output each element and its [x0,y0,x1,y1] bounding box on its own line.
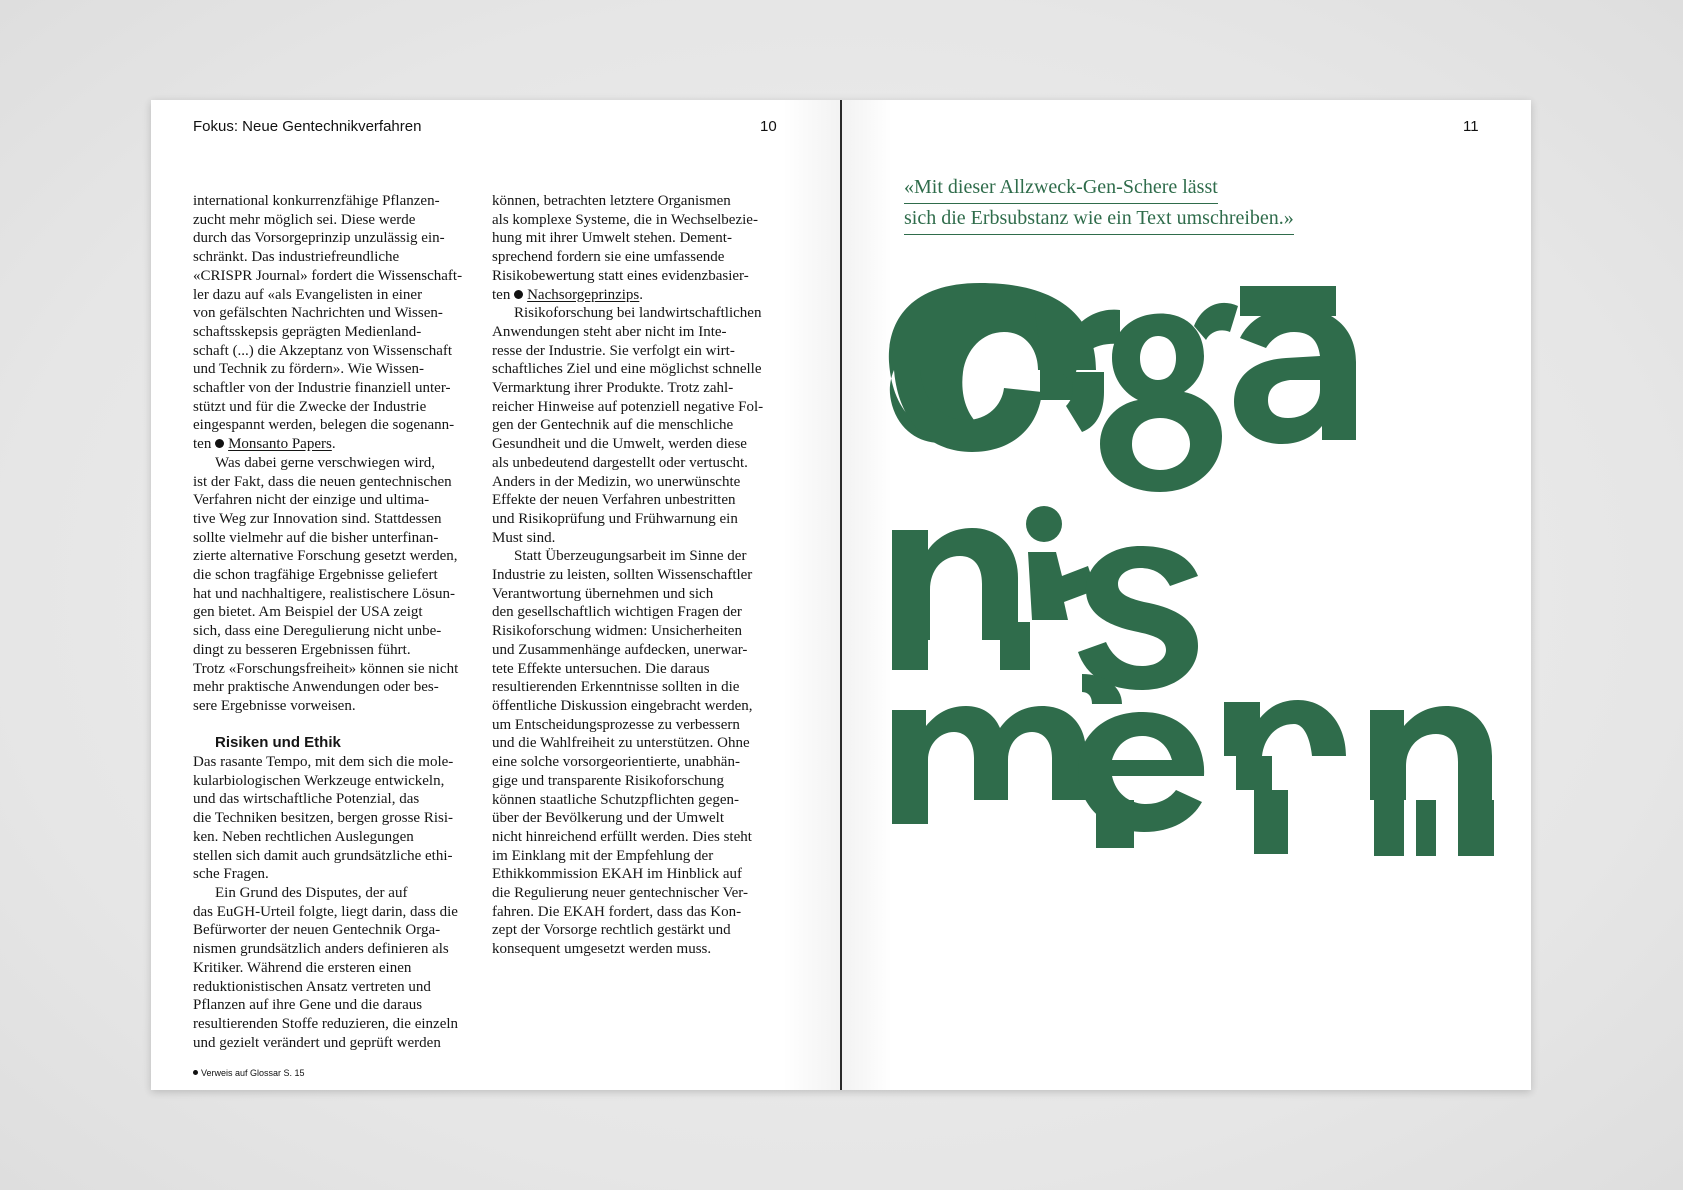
text-line: zucht mehr möglich sei. Diese werde [193,211,416,228]
text-column-2 [492,192,782,959]
paragraph-gap [193,716,483,735]
text-line-suffix: . [331,436,336,453]
glossary-bullet-icon [514,290,523,299]
text-line: um Entscheidungsprozesse zu verbessern [492,716,740,733]
text-line: kularbiologischen Werkzeuge entwickeln, [193,772,445,789]
text-line: können, betrachten letztere Organismen [492,193,731,209]
text-line: die schon tragfähige Ergebnisse geliefert [193,567,438,584]
text-line: hat und nachhaltigere, realistischere Lösun- [193,585,455,602]
quote-line-1: «Mit dieser Allzweck-Gen-Schere lässt [904,176,1218,204]
text-line: hung mit ihrer Umwelt stehen. Dement- [492,230,732,247]
text-line: schaftsskepsis geprägten Medienland- [193,323,422,340]
text-line: dingt zu besseren Ergebnissen führt. [193,641,411,658]
text-line: Statt Überzeugungsarbeit im Sinne der [514,548,747,565]
text-line: die Techniken besitzen, bergen grosse Risi- [193,810,453,827]
text-line [193,435,483,454]
text-line: zept der Vorsorge rechtlich gestärkt und [492,922,731,939]
running-head: Fokus: Neue Gentechnikverfahren [193,118,422,135]
text-line: Anders in der Medizin, wo unerwünschte [492,473,741,490]
text-line: sprechend fordern sie eine umfassende [492,249,725,266]
text-line: und das wirtschaftliche Potenzial, das [193,791,420,808]
text-line: Ein Grund des Disputes, der auf [215,885,408,901]
text-line: das EuGH-Urteil folgte, liegt darin, dass die [193,903,458,920]
text-line: resse der Industrie. Sie verfolgt ein wirt- [492,342,735,359]
book-spread [151,100,1531,1090]
text-line: und Technik zu fördern». Wie Wissen- [193,361,425,378]
text-line: nicht hinreichend erfüllt werden. Dies steht [492,828,752,845]
text-line: sich, dass eine Deregulierung nicht unbe- [193,623,442,640]
text-line: Industrie zu leisten, sollten Wissenschaftler [492,567,753,584]
text-line: tive Weg zur Innovation sind. Stattdessen [193,510,442,527]
text-line: Effekte der neuen Verfahren unbestritten [492,492,736,509]
text-line: Vermarktung ihrer Produkte. Trotz zahl- [492,380,734,397]
text-line: als komplexe Systeme, die in Wechselbezie- [492,211,758,228]
text-line: eine solche vorsorgeorientierte, unabhän- [492,754,740,771]
text-line: konsequent umgesetzt werden muss. [492,941,712,958]
footnote-text: Verweis auf Glossar S. 15 [201,1068,305,1078]
glyph-g-ear [1194,303,1238,340]
text-line: Gesundheit und die Umwelt, werden diese [492,436,747,453]
book-spine [840,100,842,1090]
glyph-m [892,706,1086,800]
text-line: von gefälschten Nachrichten und Wissen- [193,305,443,322]
text-line: stützt und für die Zwecke der Industrie [193,398,427,415]
glyph-p-foot [1254,790,1288,854]
text-line: gige und transparente Risikoforschung [492,772,725,789]
glyph-n-stem [892,640,928,670]
text-line: mehr praktische Anwendungen oder bes- [193,679,439,696]
glyph-n2-foot-mid [1416,800,1436,856]
text-line: schaft (...) die Akzeptanz von Wissenschaft [193,342,453,359]
text-line: und gezielt verändert und geprüft werden [193,1034,441,1051]
spine-shadow [782,100,842,1090]
text-line: stellen sich damit auch grundsätzliche ethi- [193,847,453,864]
right-page [842,100,1531,1090]
glyph-m-foot [892,800,928,824]
glyph-i-dot [1026,506,1062,542]
text-line: Must sind. [492,529,556,546]
text-line: tete Effekte untersuchen. Die daraus [492,660,710,677]
glyph-a [1234,308,1356,444]
display-typography-organismen [842,100,1531,1090]
text-line: Risikoforschung widmen: Unsicherheiten [492,623,742,640]
text-line: Verfahren nicht der einzige und ultima- [193,492,430,509]
text-line: ken. Neben rechtlichen Auslegungen [193,828,414,845]
glyph-n2-foot-right [1458,800,1494,856]
glyph-g [1100,313,1222,492]
text-line: schränkt. Das industriefreundliche [193,249,400,266]
text-column-1 [193,192,483,1052]
text-line: als unbedeutend dargestellt oder vertuscht. [492,454,748,471]
glyph-i-stroke [1028,552,1096,620]
text-line: sollte vielmehr auf die bisher unterfinan- [193,529,439,546]
text-line [492,286,782,305]
glossary-link[interactable]: Monsanto Papers [228,436,332,453]
text-line: durch das Vorsorgeprinzip unzulässig ein- [193,230,445,247]
text-line: im Einklang mit der Empfehlung der [492,847,714,864]
footnote [193,1068,305,1078]
text-line: Risikobewertung statt eines evidenzbasier- [492,267,749,284]
text-line: Was dabei gerne verschwiegen wird, [215,454,435,471]
text-line: schaftliches Ziel und eine möglichst schnelle [492,361,762,378]
page-number-left: 10 [760,118,777,135]
glyph-a-top-cut [1240,286,1336,316]
quote-line-2: sich die Erbsubstanz wie ein Text umschreiben.» [904,207,1294,235]
text-line: Kritiker. Während die ersteren einen [193,959,412,976]
text-line: Verantwortung übernehmen und sich [492,585,714,602]
text-line: «CRISPR Journal» fordert die Wissenschaft- [193,267,463,284]
text-line: international konkurrenzfähige Pflanzen- [193,193,440,209]
text-line: zierte alternative Forschung gesetzt werden, [193,548,458,565]
text-line: sche Fragen. [193,866,269,883]
section-heading: Risiken und Ethik [215,734,341,752]
text-line: Anwendungen steht aber nicht im Inte- [492,323,727,340]
text-line: Das rasante Tempo, mit dem sich die mole- [193,754,454,771]
glossary-link[interactable]: Nachsorgeprinzips [527,286,640,303]
text-line: gen bietet. Am Beispiel der USA zeigt [193,604,423,621]
text-line: können staatliche Schutzpflichten gegen- [492,791,739,808]
text-line: Ethikkommission EKAH im Hinblick auf [492,866,742,883]
text-line: ler dazu auf «als Evangelisten in einer [193,286,423,303]
text-line: Befürworter der neuen Gentechnik Orga- [193,922,441,939]
text-line: Trotz «Forschungsfreiheit» können sie nicht [193,660,459,677]
glyph-n [892,528,1018,640]
glyph-e-foot [1096,800,1134,848]
glyph-s [1078,546,1198,690]
text-line: Risikoforschung bei landwirtschaftlichen [514,305,762,322]
text-line-suffix: . [639,286,644,303]
text-line: nismen grundsätzlich anders definieren als [193,941,449,958]
text-line-prefix: ten [492,286,515,303]
text-line: über der Bevölkerung und der Umwelt [492,810,725,827]
text-line: reicher Hinweise auf potenziell negative Fol- [492,398,764,415]
text-line: resultierenden Erkenntnisse sollten in die [492,679,740,696]
text-line: fahren. Die EKAH fordert, dass das Kon- [492,903,742,920]
text-line-prefix: ten [193,436,216,453]
glyph-n2 [1370,706,1492,800]
text-line: öffentliche Diskussion eingebracht werden, [492,697,753,714]
text-line: ist der Fakt, dass die neuen gentechnischen [193,473,452,490]
text-line: den gesellschaftlich wichtigen Fragen der [492,604,742,621]
glossary-bullet-icon [215,439,224,448]
text-line: gen der Gentechnik auf die menschliche [492,417,734,434]
text-line: resultierenden Stoffe reduzieren, die einzeln [193,1015,459,1032]
text-line: die Regulierung neuer gentechnischer Ver- [492,885,748,902]
glyph-n2-foot-left [1374,800,1404,856]
text-line: schaftler von der Industrie finanziell unter- [193,380,451,397]
text-line: und die Wahlfreiheit zu unterstützen. Ohne [492,735,750,752]
text-line: und Risikoprüfung und Frühwarnung ein [492,510,738,527]
glyph-p [1224,700,1346,790]
glyph-i-base [1000,622,1030,670]
left-page [151,100,842,1090]
text-line: Pflanzen auf ihre Gene und die daraus [193,997,423,1014]
text-line: sere Ergebnisse vorweisen. [193,697,356,714]
text-line: und Zusammenhänge aufdecken, unerwar- [492,641,748,658]
text-line: reduktionistischen Ansatz vertreten und [193,978,431,995]
bullet-dot-icon [193,1070,198,1075]
page-number-right: 11 [1463,118,1479,135]
text-line: eingespannt werden, belegen die sogenann- [193,417,455,434]
